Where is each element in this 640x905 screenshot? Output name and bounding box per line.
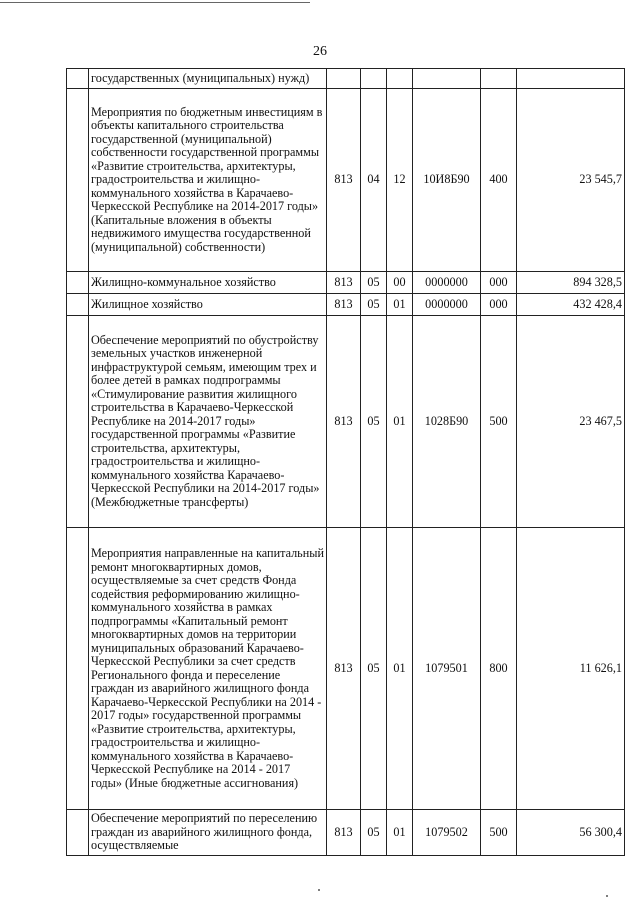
section-code: 05 bbox=[361, 528, 387, 810]
row-name: Обеспечение мероприятий по обустройству земельных участков инженерной инфраструктурой семьям, имеющим трех и более детей в рамках подпрограммы «Стимулирование развития жилищного строительства в Карачаево-Черкесской Республике на 2014-2017 годы» государственной программы «Развитие строительства, архитектуры, градостроительства и жилищно-коммунального хозяйства Карачаево-Черкесской Республики на 2014-2017 годы» (Межбюджетные трансферты) bbox=[89, 316, 327, 528]
row-name: Жилищное хозяйство bbox=[89, 294, 327, 316]
ministry-code: 813 bbox=[327, 528, 361, 810]
row-marker-cell bbox=[67, 69, 89, 89]
expense-type-code bbox=[481, 69, 517, 89]
target-code: 1079502 bbox=[413, 810, 481, 856]
section-code bbox=[361, 69, 387, 89]
budget-table bbox=[66, 68, 625, 856]
row-marker-cell bbox=[67, 528, 89, 810]
row-name: Обеспечение мероприятий по переселению граждан из аварийного жилищного фонда, осуществляемые bbox=[89, 810, 327, 856]
scan-speck bbox=[606, 895, 608, 897]
expense-type-code: 800 bbox=[481, 528, 517, 810]
row-name: Мероприятия направленные на капитальный ремонт многоквартирных домов, осуществляемые за счет средств Фонда содействия реформированию жилищно-коммунального хозяйства в рамках подпрограммы «Капитальный ремонт многоквартирных домов на территории муниципальных образований Карачаево-Черкесской Республики за счет средств Регионального фонда и переселение граждан из аварийного жилищного фонда Карачаево-Черкесской Республики на 2014 - 2017 годы» государственной программы «Развитие строительства, архитектуры, градостроительства и жилищно-коммунального хозяйства в Карачаево-Черкесской Республике на 2014 - 2017 годы» (Иные бюджетные ассигнования) bbox=[89, 528, 327, 810]
ministry-code: 813 bbox=[327, 294, 361, 316]
subsection-code: 01 bbox=[387, 810, 413, 856]
subsection-code: 12 bbox=[387, 89, 413, 272]
expense-type-code: 000 bbox=[481, 294, 517, 316]
row-name: государственных (муниципальных) нужд) bbox=[89, 69, 327, 89]
target-code: 1028Б90 bbox=[413, 316, 481, 528]
table-row bbox=[67, 294, 625, 316]
section-code: 05 bbox=[361, 294, 387, 316]
subsection-code: 01 bbox=[387, 294, 413, 316]
ministry-code: 813 bbox=[327, 316, 361, 528]
amount: 11 626,1 bbox=[517, 528, 625, 810]
table-row bbox=[67, 89, 625, 272]
table-row bbox=[67, 528, 625, 810]
amount: 23 467,5 bbox=[517, 316, 625, 528]
row-marker-cell bbox=[67, 89, 89, 272]
ministry-code: 813 bbox=[327, 272, 361, 294]
table-row bbox=[67, 810, 625, 856]
section-code: 05 bbox=[361, 316, 387, 528]
table-row bbox=[67, 69, 625, 89]
expense-type-code: 000 bbox=[481, 272, 517, 294]
row-marker-cell bbox=[67, 272, 89, 294]
amount: 432 428,4 bbox=[517, 294, 625, 316]
row-marker-cell bbox=[67, 316, 89, 528]
page-number: 26 bbox=[313, 44, 327, 59]
target-code bbox=[413, 69, 481, 89]
section-code: 05 bbox=[361, 810, 387, 856]
amount: 23 545,7 bbox=[517, 89, 625, 272]
top-rule bbox=[0, 2, 310, 3]
section-code: 05 bbox=[361, 272, 387, 294]
subsection-code bbox=[387, 69, 413, 89]
target-code: 1079501 bbox=[413, 528, 481, 810]
subsection-code: 01 bbox=[387, 316, 413, 528]
row-marker-cell bbox=[67, 294, 89, 316]
row-name: Жилищно-коммунальное хозяйство bbox=[89, 272, 327, 294]
table-row bbox=[67, 272, 625, 294]
subsection-code: 00 bbox=[387, 272, 413, 294]
target-code: 10И8Б90 bbox=[413, 89, 481, 272]
ministry-code: 813 bbox=[327, 810, 361, 856]
amount bbox=[517, 69, 625, 89]
expense-type-code: 500 bbox=[481, 810, 517, 856]
expense-type-code: 500 bbox=[481, 316, 517, 528]
ministry-code: 813 bbox=[327, 89, 361, 272]
target-code: 0000000 bbox=[413, 272, 481, 294]
ministry-code bbox=[327, 69, 361, 89]
row-name: Мероприятия по бюджетным инвестициям в объекты капитального строительства государственной (муниципальной) собственности государственной программы «Развитие строительства, архитектуры, градостроительства и жилищно-коммунального хозяйства в Карачаево-Черкесской Республике на 2014-2017 годы» (Капитальные вложения в объекты недвижимого имущества государственной (муниципальной) собственности) bbox=[89, 89, 327, 272]
section-code: 04 bbox=[361, 89, 387, 272]
scan-speck bbox=[318, 889, 320, 891]
amount: 894 328,5 bbox=[517, 272, 625, 294]
table-row bbox=[67, 316, 625, 528]
amount: 56 300,4 bbox=[517, 810, 625, 856]
subsection-code: 01 bbox=[387, 528, 413, 810]
target-code: 0000000 bbox=[413, 294, 481, 316]
expense-type-code: 400 bbox=[481, 89, 517, 272]
row-marker-cell bbox=[67, 810, 89, 856]
